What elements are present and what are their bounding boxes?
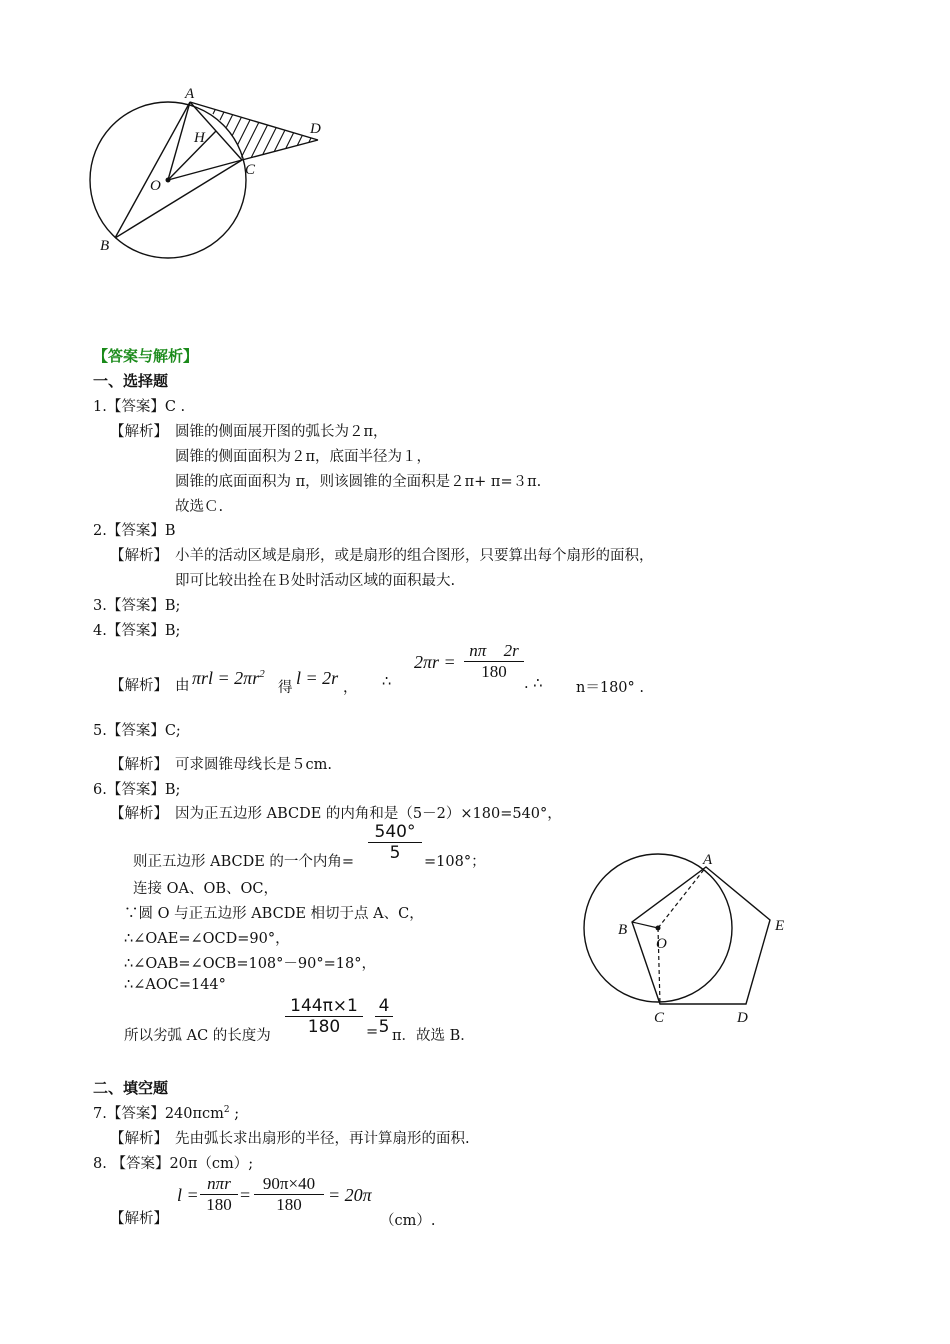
- q4-therefore-2: . ∴: [524, 676, 543, 692]
- q6-line-8-pre: 所以劣弧 AC 的长度为: [124, 1028, 271, 1044]
- label-c: C: [245, 162, 256, 178]
- q4-equation-1: $\pi rl = 2\pi r^2$: [192, 668, 265, 688]
- q4-by: 由: [175, 678, 190, 694]
- q7-line: 先由弧长求出扇形的半径，再计算扇形的面积.: [175, 1131, 470, 1147]
- label2-o: O: [656, 936, 667, 952]
- label2-a: A: [703, 852, 713, 868]
- q8-solution-tag: 【解析】: [110, 1211, 168, 1227]
- q6-fraction-2: $\frac{144\pi\times 1}{180}$: [285, 996, 363, 1037]
- q8-answer: 8. 【答案】20π（cm）;: [93, 1156, 254, 1172]
- q2-line-1: 小羊的活动区域是扇形，或是扇形的组合图形，只要算出每个扇形的面积，: [175, 548, 654, 564]
- q4-fraction: $\frac{n\pi ⃞2r}{180}$: [464, 641, 524, 682]
- q1-solution-tag: 【解析】: [110, 424, 168, 440]
- q6-line-3: 连接 OA、OB、OC，: [133, 881, 278, 897]
- q1-line-4: 故选Ｃ.: [175, 499, 224, 515]
- q5-answer: 5.【答案】C;: [93, 723, 181, 739]
- q6-line-5: ∴∠OAE=∠OCD=90°，: [124, 931, 290, 947]
- answer-heading: 【答案与解析】: [93, 347, 199, 365]
- q4-therefore-1: ∴: [382, 674, 392, 690]
- q6-line-2-post: =108°；: [424, 854, 486, 870]
- q6-answer: 6.【答案】B;: [93, 782, 181, 798]
- q2-line-2: 即可比较出拴在Ｂ处时活动区域的面积最大.: [175, 573, 456, 589]
- q1-answer: 1.【答案】C .: [93, 399, 186, 415]
- q4-lhs: 2πr =: [414, 652, 456, 672]
- figure-circle-tangent: [80, 80, 340, 265]
- label2-e: E: [775, 918, 785, 934]
- q6-line-8-post: π．故选 B．: [392, 1028, 475, 1044]
- q5-solution-tag: 【解析】: [110, 757, 168, 773]
- q4-answer: 4.【答案】B;: [93, 623, 181, 639]
- q6-equals: =: [366, 1024, 379, 1040]
- label2-b: B: [618, 922, 628, 938]
- q6-line-2-pre: 则正五边形 ABCDE 的一个内角=: [133, 854, 355, 870]
- figure-pentagon-circle: [570, 850, 800, 1035]
- q4-solution-tag: 【解析】: [110, 678, 168, 694]
- q4-result: n＝180° .: [576, 680, 644, 696]
- q4-comma: ，: [343, 680, 358, 696]
- label-a: A: [185, 86, 195, 102]
- q5-line: 可求圆锥母线长是５cm.: [175, 757, 332, 773]
- label-h: H: [194, 130, 205, 146]
- q8-fraction-2: $\frac{90\pi\times 40}{180}$: [254, 1174, 324, 1215]
- label-d: D: [310, 121, 321, 137]
- q7-solution-tag: 【解析】: [110, 1131, 168, 1147]
- q8-fraction-1: nπr 180: [200, 1174, 238, 1215]
- q8-l-equals: l =: [177, 1185, 199, 1205]
- label2-c: C: [654, 1010, 665, 1026]
- pentagon-abcde: [632, 867, 770, 1004]
- q2-answer: 2.【答案】B: [93, 523, 176, 539]
- q6-solution-tag: 【解析】: [110, 806, 168, 822]
- q6-line-4: ∵圆 O 与正五边形 ABCDE 相切于点 A、C，: [124, 906, 424, 922]
- q4-equation-2: l = 2r: [296, 668, 339, 688]
- label-o: O: [150, 178, 161, 194]
- q8-unit: （cm）.: [380, 1213, 436, 1229]
- q6-fraction-3: $\frac{4}{5}$: [375, 996, 393, 1037]
- label-b: B: [100, 238, 110, 254]
- q8-equals: =: [240, 1185, 251, 1205]
- q3-answer: 3.【答案】B;: [93, 598, 181, 614]
- q6-line-7: ∴∠AOC=144°: [124, 977, 226, 993]
- q7-answer: 7.【答案】240πcm$^2$ ;: [93, 1105, 240, 1122]
- q2-solution-tag: 【解析】: [110, 548, 168, 564]
- q4-get: 得: [278, 680, 293, 696]
- q6-line-6: ∴∠OAB=∠OCB=108°－90°=18°，: [124, 956, 376, 972]
- q1-line-2: 圆锥的侧面面积为２π，底面半径为１，: [175, 449, 432, 465]
- q1-line-1: 圆锥的侧面展开图的弧长为２π，: [175, 424, 388, 440]
- section-choice-title: 一、选择题: [93, 372, 169, 390]
- section-fill-title: 二、填空题: [93, 1079, 169, 1097]
- q1-line-3: 圆锥的底面面积为 π，则该圆锥的全面积是２π+ π=３π.: [175, 474, 542, 490]
- q6-line-1: 因为正五边形 ABCDE 的内角和是（5－2）×180=540°，: [175, 806, 562, 822]
- q6-fraction-1: $\frac{540^\circ}{5}$: [368, 822, 422, 863]
- q8-result: = 20π: [328, 1185, 372, 1205]
- label2-d: D: [737, 1010, 748, 1026]
